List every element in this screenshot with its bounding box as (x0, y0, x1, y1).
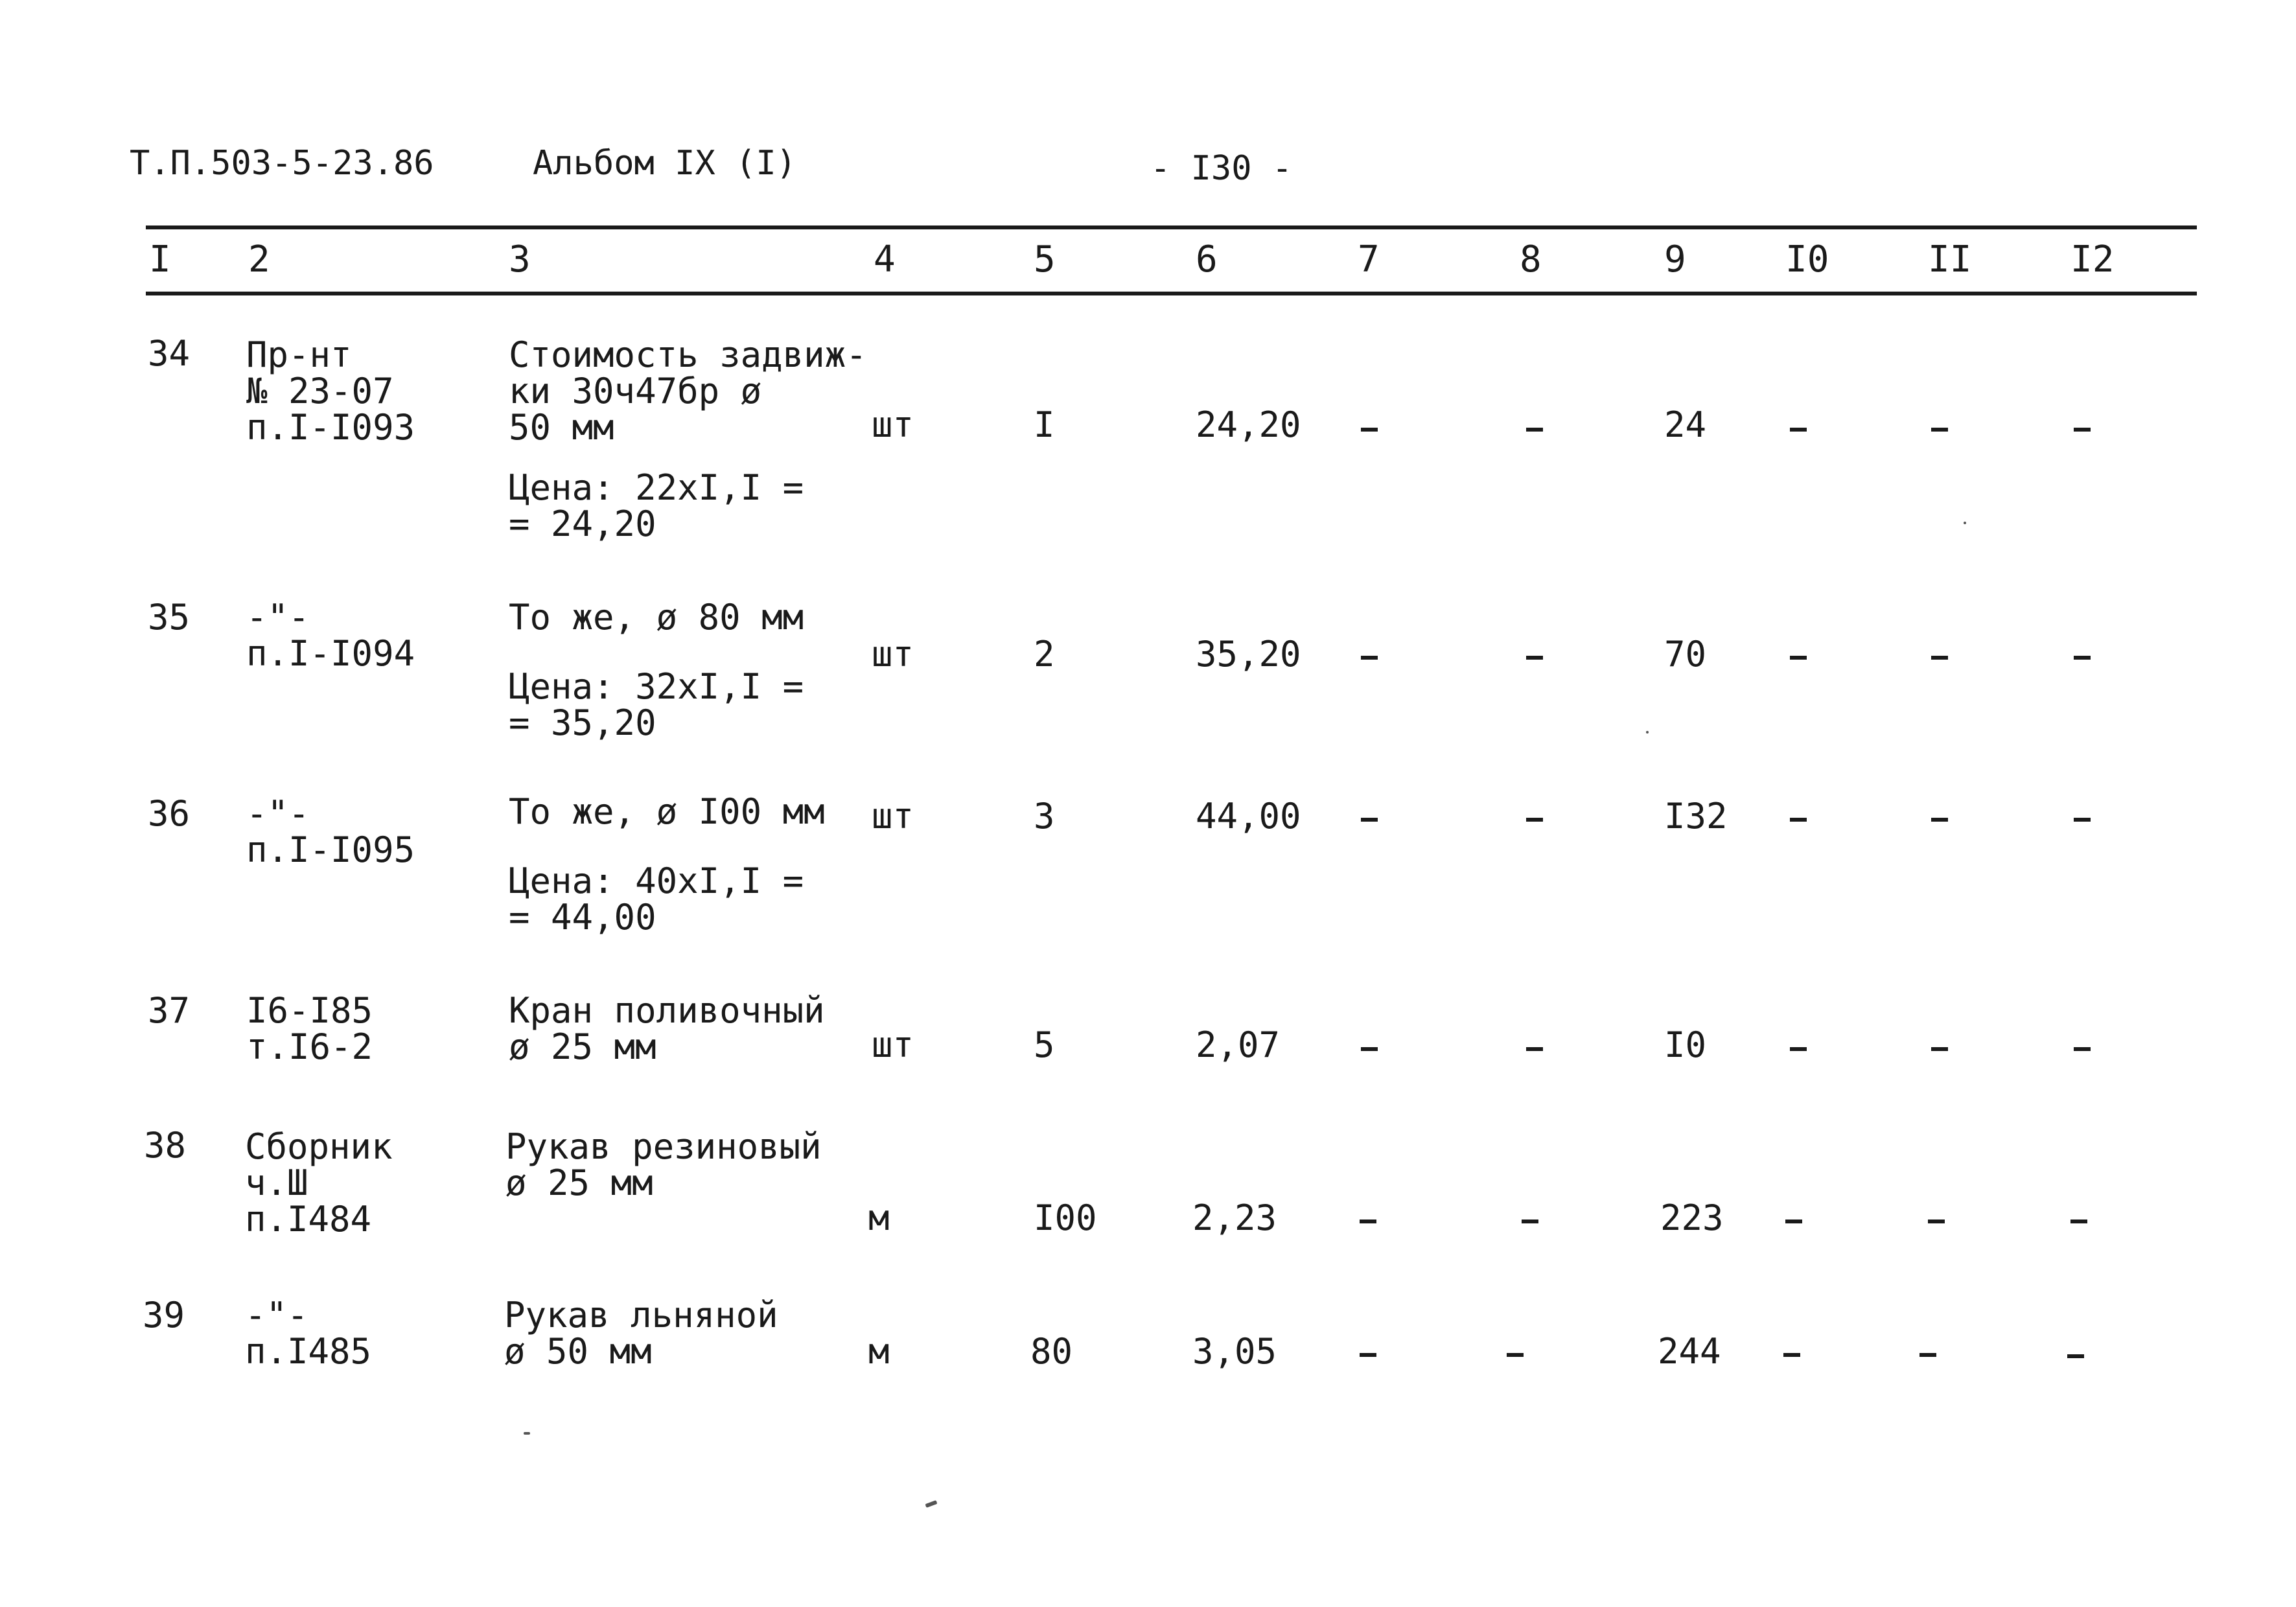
column-header: 5 (1034, 238, 1056, 281)
row-unit-cost: 2,07 (1196, 1024, 1281, 1065)
row-unit: шт (872, 404, 914, 445)
row-col10-dash (1790, 428, 1807, 432)
table-header-rule (146, 292, 2197, 295)
page-number: - I30 - (1150, 149, 1293, 188)
row-description: Стоимость задвиж- ки 30ч47бр ø 50 мм (509, 334, 867, 448)
document-code: Т.П.503-5-23.86 (130, 144, 434, 183)
column-header: 4 (874, 238, 896, 281)
row-col7-dash (1361, 428, 1378, 432)
row-number: 39 (143, 1295, 185, 1335)
scan-speck (1646, 731, 1649, 734)
row-number: 35 (148, 597, 191, 638)
row-price-note: Цена: 32xI,I = = 35,20 (509, 666, 804, 743)
row-col8-dash (1526, 656, 1543, 660)
column-header: I2 (2070, 238, 2115, 281)
row-col10-dash (1783, 1353, 1800, 1357)
row-col10-dash (1790, 818, 1807, 822)
row-col12-dash (2067, 1354, 2084, 1358)
row-col12-dash (2070, 1220, 2087, 1223)
column-header: 7 (1358, 238, 1380, 281)
row-unit: м (868, 1197, 890, 1238)
row-unit-cost: 3,05 (1192, 1331, 1277, 1372)
row-unit: шт (872, 634, 914, 675)
row-col8-dash (1526, 428, 1543, 432)
row-col11-dash (1931, 1047, 1948, 1051)
row-col12-dash (2074, 428, 2091, 432)
scan-speck (1964, 522, 1966, 524)
row-reference: I6-I85 т.I6-2 (246, 990, 373, 1067)
row-col11-dash (1931, 656, 1948, 660)
row-description: То же, ø I00 мм (509, 791, 825, 832)
row-quantity: I (1034, 404, 1055, 445)
column-header: I (149, 238, 171, 281)
row-description: Кран поливочный ø 25 мм (509, 990, 825, 1067)
row-total: 24 (1664, 404, 1707, 445)
column-header: I0 (1785, 238, 1829, 281)
row-price-note: Цена: 22xI,I = = 24,20 (509, 467, 804, 544)
row-col7-dash (1361, 1047, 1378, 1051)
row-col11-dash (1919, 1353, 1936, 1357)
row-col11-dash (1928, 1220, 1945, 1223)
row-total: I32 (1664, 796, 1728, 837)
row-col10-dash (1790, 1047, 1807, 1051)
row-col11-dash (1931, 818, 1948, 822)
row-quantity: 5 (1034, 1024, 1055, 1065)
row-total: 70 (1664, 634, 1707, 675)
row-col8-dash (1526, 1047, 1543, 1051)
row-col10-dash (1790, 656, 1807, 660)
row-description: Рукав резиновый ø 25 мм (505, 1126, 822, 1203)
column-header: 6 (1196, 238, 1218, 281)
row-unit: шт (872, 1024, 914, 1065)
scan-speck (524, 1432, 530, 1435)
column-header: 3 (509, 238, 531, 281)
row-number: 36 (148, 793, 191, 834)
row-unit-cost: 2,23 (1192, 1197, 1277, 1238)
row-total: 223 (1660, 1197, 1724, 1238)
row-col7-dash (1360, 1220, 1376, 1223)
album-title: Альбом IX (I) (533, 144, 796, 183)
row-quantity: 80 (1030, 1331, 1073, 1372)
row-col8-dash (1526, 818, 1543, 822)
column-header: 9 (1664, 238, 1686, 281)
row-number: 37 (148, 990, 191, 1031)
row-col7-dash (1360, 1353, 1376, 1357)
row-description: Рукав льняной ø 50 мм (504, 1295, 778, 1372)
row-number: 38 (144, 1125, 187, 1166)
row-col12-dash (2074, 818, 2091, 822)
scan-speck (925, 1500, 938, 1508)
column-header: 8 (1520, 238, 1542, 281)
row-description: То же, ø 80 мм (509, 597, 804, 638)
row-quantity: 2 (1034, 634, 1055, 675)
row-reference: -"- п.I-I095 (246, 793, 415, 870)
column-header: II (1928, 238, 1972, 281)
row-col8-dash (1522, 1220, 1538, 1223)
row-col12-dash (2074, 1047, 2091, 1051)
row-col10-dash (1785, 1220, 1802, 1223)
row-reference: -"- п.I485 (245, 1295, 372, 1372)
row-col11-dash (1931, 428, 1948, 432)
row-col7-dash (1361, 656, 1378, 660)
row-unit-cost: 35,20 (1196, 634, 1301, 675)
table-top-rule (146, 225, 2197, 229)
row-col12-dash (2074, 656, 2091, 660)
row-col7-dash (1361, 818, 1378, 822)
row-reference: Сборник ч.Ш п.I484 (245, 1126, 393, 1240)
row-total: I0 (1664, 1024, 1707, 1065)
column-header: 2 (248, 238, 270, 281)
row-number: 34 (148, 333, 191, 374)
row-quantity: I00 (1034, 1197, 1097, 1238)
row-price-note: Цена: 40xI,I = = 44,00 (509, 861, 804, 938)
row-reference: Пр-нт № 23-07 п.I-I093 (246, 334, 415, 448)
row-unit: шт (872, 796, 914, 837)
row-unit-cost: 44,00 (1196, 796, 1301, 837)
row-col8-dash (1507, 1353, 1524, 1357)
row-total: 244 (1658, 1331, 1721, 1372)
row-reference: -"- п.I-I094 (246, 597, 415, 674)
row-unit-cost: 24,20 (1196, 404, 1301, 445)
row-quantity: 3 (1034, 796, 1055, 837)
row-unit: м (868, 1331, 890, 1372)
